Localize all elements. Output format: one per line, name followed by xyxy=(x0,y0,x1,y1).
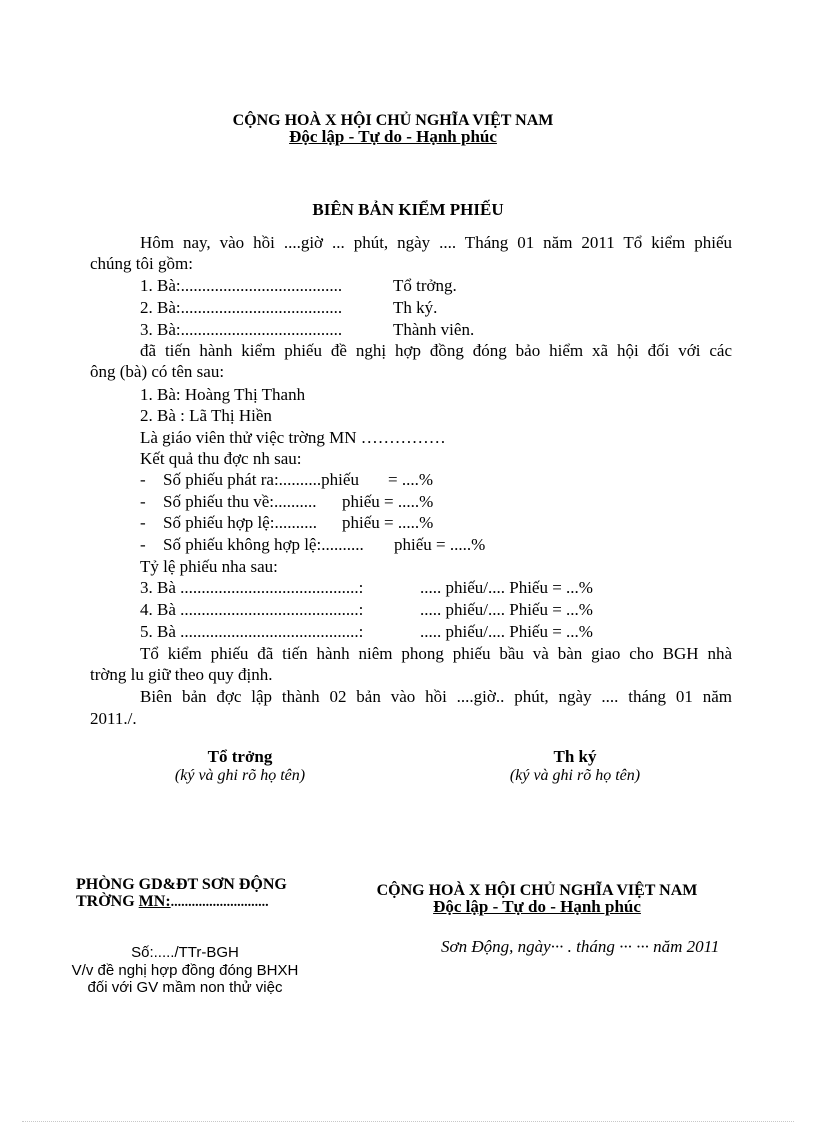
member-role: Thành viên. xyxy=(393,320,475,339)
school-prefix: TRỜNG xyxy=(76,893,139,910)
result-label: Số phiếu hợp lệ:.......... xyxy=(163,513,317,532)
school-name-dots: ............................ xyxy=(170,895,269,910)
department-name: PHÒNG GD&ĐT SƠN ĐỘNG xyxy=(76,876,287,893)
purpose-line-2: ông (bà) có tên sau: xyxy=(90,362,225,381)
ratio-value: ..... phiếu/.... Phiếu = ...% xyxy=(420,578,593,597)
ratio-value: ..... phiếu/.... Phiếu = ...% xyxy=(420,600,593,619)
signature-note-leader: (ký và ghi rõ họ tên) xyxy=(174,767,306,784)
purpose-line-1: đã tiến hành kiểm phiếu đề nghị hợp đồng đóng bảo hiểm xã hội đối với các xyxy=(140,341,732,360)
member-role: Tổ trởng. xyxy=(393,276,457,295)
result-value: phiếu = .....% xyxy=(342,513,434,532)
candidate-item: 2. Bà : Lã Thị Hiền xyxy=(140,406,272,425)
ratio-label: 3. Bà ..........................................: xyxy=(140,578,364,597)
teacher-line: Là giáo viên thử việc trờng MN …………… xyxy=(140,428,446,447)
ratio-heading: Tỷ lệ phiếu nha sau: xyxy=(140,557,278,576)
place-date: Sơn Động, ngày··· . tháng ··· ··· năm 2011 xyxy=(441,937,720,956)
candidate-item: 1. Bà: Hoàng Thị Thanh xyxy=(140,385,306,404)
school-type: MN: xyxy=(138,893,171,910)
result-value: phiếu = .....% xyxy=(394,535,486,554)
member-label: 1. Bà:...................................... xyxy=(140,276,343,295)
letter-motto: Độc lập - Tự do - Hạnh phúc xyxy=(433,897,641,916)
school-line xyxy=(76,893,269,911)
bullet-dash: - xyxy=(140,492,146,511)
result-value: = ....% xyxy=(388,470,433,489)
sealing-line-2: trờng lu giữ theo quy định. xyxy=(90,665,273,684)
bullet-dash: - xyxy=(140,513,146,532)
national-title: CỘNG HOÀ X HỘI CHỦ NGHĨA VIỆT NAM xyxy=(232,112,554,129)
ratio-value: ..... phiếu/.... Phiếu = ...% xyxy=(420,622,593,641)
signature-title-secretary: Th ký xyxy=(553,747,597,766)
letter-number: Số:...../TTr-BGH xyxy=(131,944,239,961)
bullet-dash: - xyxy=(140,535,146,554)
closing-line-2: 2011./. xyxy=(90,709,137,728)
bullet-dash: - xyxy=(140,470,146,489)
intro-line-1: Hôm nay, vào hồi ....giờ ... phút, ngày .... Tháng 01 năm 2011 Tổ kiểm phiếu xyxy=(140,233,732,252)
sealing-line-1: Tổ kiểm phiếu đã tiến hành niêm phong phiếu bầu và bàn giao cho BGH nhà xyxy=(140,644,732,663)
result-value: phiếu = .....% xyxy=(342,492,434,511)
letter-subject-line-2: đối với GV mầm non thử việc xyxy=(87,979,283,996)
member-label: 2. Bà:...................................... xyxy=(140,298,343,317)
closing-line-1: Biên bản đợc lập thành 02 bản vào hồi ....giờ.. phút, ngày .... tháng 01 năm xyxy=(140,687,732,706)
results-heading: Kết quả thu đợc nh sau: xyxy=(140,449,302,468)
ratio-label: 4. Bà ..........................................: xyxy=(140,600,364,619)
member-role: Th ký. xyxy=(393,298,438,317)
document-title: BIÊN BẢN KIỂM PHIẾU xyxy=(312,200,504,219)
intro-line-2: chúng tôi gồm: xyxy=(90,254,193,273)
result-label: Số phiếu phát ra:..........phiếu xyxy=(163,470,359,489)
result-label: Số phiếu không hợp lệ:.......... xyxy=(163,535,364,554)
letter-subject-line-1: V/v đề nghị hợp đồng đóng BHXH xyxy=(71,962,299,979)
member-label: 3. Bà:...................................... xyxy=(140,320,343,339)
signature-title-leader: Tổ trởng xyxy=(207,747,273,766)
page-edge-divider xyxy=(22,1121,794,1122)
result-label: Số phiếu thu về:.......... xyxy=(163,492,317,511)
letter-national-title: CỘNG HOÀ X HỘI CHỦ NGHĨA VIỆT NAM xyxy=(376,882,698,899)
signature-note-secretary: (ký và ghi rõ họ tên) xyxy=(509,767,641,784)
motto: Độc lập - Tự do - Hạnh phúc xyxy=(289,127,497,146)
ratio-label: 5. Bà ..........................................: xyxy=(140,622,364,641)
